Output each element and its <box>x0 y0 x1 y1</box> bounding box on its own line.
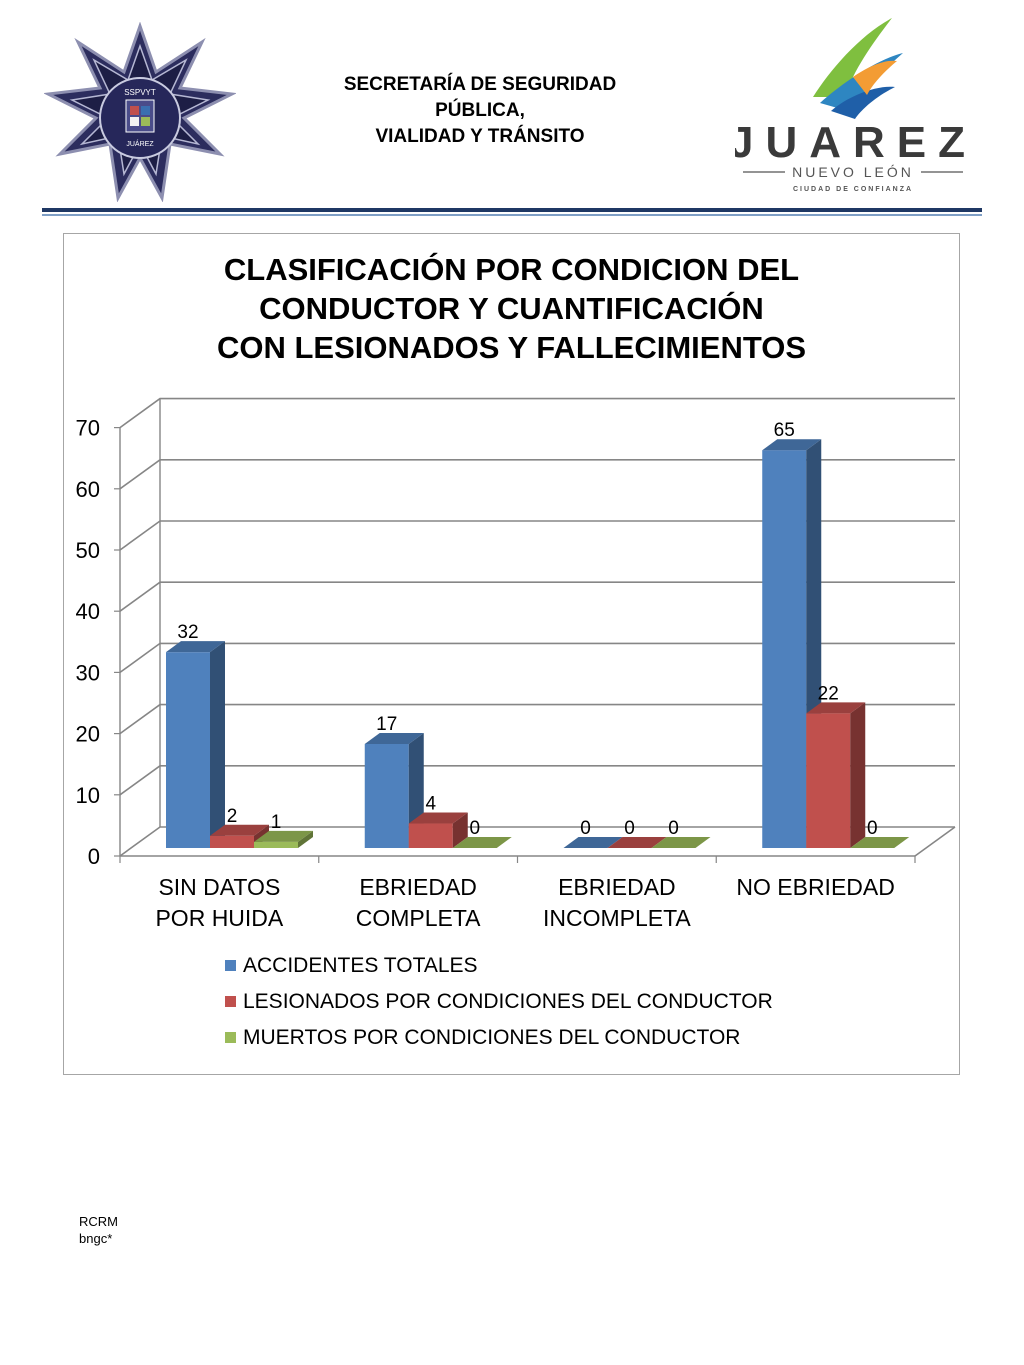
y-tick-label: 10 <box>75 782 100 808</box>
chart-title-line: CONDUCTOR Y CUANTIFICACIÓN <box>259 291 764 326</box>
x-tick-label: POR HUIDA <box>155 905 284 931</box>
legend-swatch-icon <box>225 960 236 971</box>
y-tick-label: 50 <box>75 538 100 563</box>
bar <box>365 744 409 848</box>
legend-label: MUERTOS POR CONDICIONES DEL CONDUCTOR <box>243 1026 741 1049</box>
legend-item <box>225 952 773 988</box>
data-label: 0 <box>668 818 679 839</box>
bar <box>166 652 210 848</box>
bar-side <box>210 641 225 848</box>
y-tick-label: 30 <box>75 660 100 686</box>
juarez-logo-tagline: CIUDAD DE CONFIANZA <box>792 186 914 193</box>
chart-title-line: CLASIFICACIÓN POR CONDICION DEL <box>223 252 800 287</box>
legend-label: LESIONADOS POR CONDICIONES DEL CONDUCTOR <box>243 990 773 1013</box>
bar <box>806 713 850 848</box>
data-label: 22 <box>817 683 839 705</box>
bar <box>409 824 453 848</box>
x-tick-label: EBRIEDAD <box>359 874 477 900</box>
gridline <box>120 582 955 611</box>
legend-swatch-icon <box>225 1032 236 1043</box>
data-label: 0 <box>866 818 878 839</box>
juarez-logo-subtitle: NUEVO LEÓN <box>792 164 914 180</box>
y-tick-label: 20 <box>75 721 100 747</box>
legend-label: ACCIDENTES TOTALES <box>243 954 478 977</box>
gridline <box>120 643 955 672</box>
data-label: 65 <box>773 420 795 442</box>
chart-legend <box>225 952 773 1060</box>
legend-swatch-icon <box>225 996 236 1007</box>
y-tick-label: 70 <box>75 415 100 441</box>
x-tick-label: COMPLETA <box>355 905 481 931</box>
data-label: 32 <box>177 622 199 644</box>
data-label: 4 <box>425 793 437 815</box>
data-label: 0 <box>580 818 591 839</box>
data-label: 0 <box>624 818 635 839</box>
y-tick-label: 60 <box>75 476 100 502</box>
bar <box>210 836 254 848</box>
x-tick-label: EBRIEDAD <box>558 874 676 900</box>
data-label: 0 <box>469 818 481 839</box>
y-tick-label: 0 <box>87 844 100 869</box>
gridline <box>120 399 955 428</box>
footer-line: bngc* <box>79 1231 113 1246</box>
x-tick-label: INCOMPLETA <box>542 905 691 931</box>
gridline <box>120 521 955 550</box>
juarez-logo-name: JUAREZ <box>735 118 970 167</box>
gridline <box>120 460 955 489</box>
y-tick-label: 40 <box>75 599 100 625</box>
data-label: 1 <box>270 811 282 833</box>
header-title-line: VIALIDAD Y TRÁNSITO <box>375 126 585 147</box>
legend-item <box>225 988 773 1024</box>
bar <box>762 450 806 848</box>
floor-side-edge <box>915 827 955 856</box>
bar-side <box>850 702 865 848</box>
footer-line: RCRM <box>79 1214 118 1229</box>
header-title-line: PÚBLICA, <box>435 100 525 121</box>
legend-item <box>225 1024 773 1060</box>
x-tick-label: NO EBRIEDAD <box>736 874 895 900</box>
footer-initials <box>79 1213 118 1247</box>
badge-text-bottom: JUÁREZ <box>126 141 154 148</box>
data-label: 2 <box>226 805 238 827</box>
header-title-line: SECRETARÍA DE SEGURIDAD <box>343 74 617 95</box>
x-tick-label: SIN DATOS <box>158 874 281 900</box>
bar <box>254 842 298 848</box>
data-label: 17 <box>376 713 398 735</box>
chart-title-line: CON LESIONADOS Y FALLECIMIENTOS <box>216 330 807 365</box>
badge-text-top: SSPVYT <box>124 88 156 97</box>
